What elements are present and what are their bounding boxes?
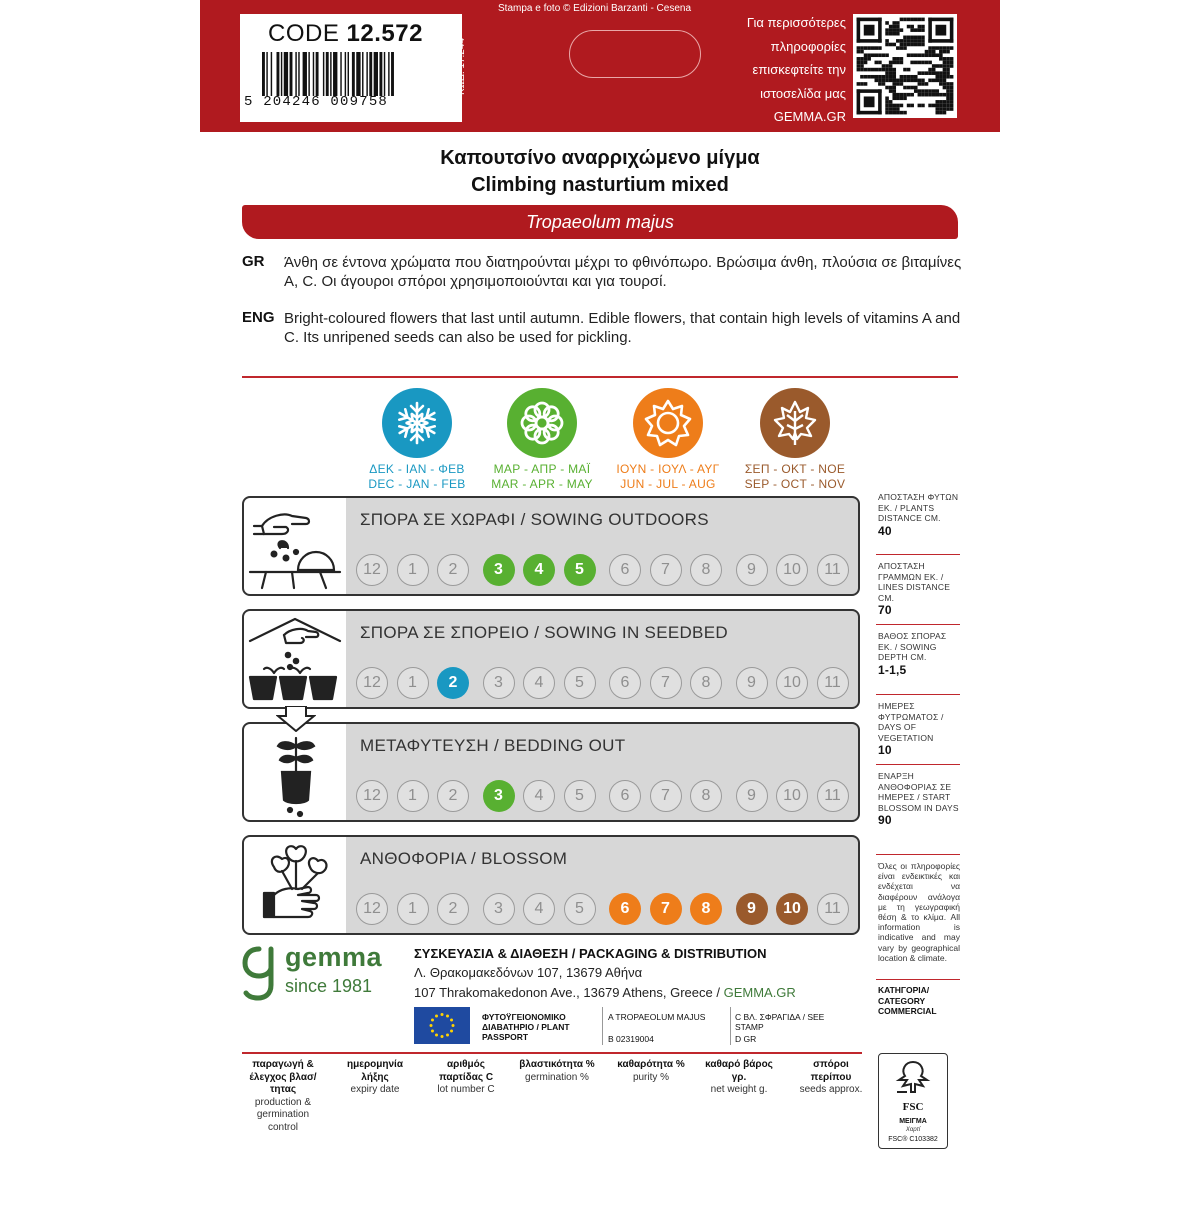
month-1: 1: [397, 893, 429, 925]
month-3: 3: [483, 893, 515, 925]
month-7: 7: [650, 893, 682, 925]
row-title: ΣΠΟΡΑ ΣΕ ΧΩΡΑΦΙ / SOWING OUTDOORS: [360, 510, 709, 529]
col-label-en: seeds approx.: [799, 1084, 863, 1095]
gemma-since: since 1981: [285, 976, 373, 996]
row-sowing-outdoors: [242, 496, 860, 596]
kod-number: ΚΩΔ. 17.244: [456, 38, 467, 95]
description-gr: Άνθη σε έντονα χρώματα που διατηρούνται μέχρι το φθινόπωρο. Βρώσιμα άνθη, πλούσια σε βιταμίνες Α, C. Οι άγουροι σπόροι χρησιμοποιούνται και για τουρσί.: [284, 254, 962, 290]
month-10: 10: [776, 893, 808, 925]
col-label-gr: ημερομηνία λήξης: [347, 1059, 403, 1083]
barcode-digits: 5 204246 009758: [244, 94, 389, 110]
month-6: 6: [609, 667, 641, 699]
season-months-gr: ΙΟΥΝ - ΙΟΥΛ - ΑΥΓ: [616, 462, 720, 476]
product-name-en: Climbing nasturtium mixed: [471, 174, 729, 196]
month-6: 6: [609, 554, 641, 586]
season-spring: [482, 388, 602, 491]
info-line: επισκεφτείτε την: [752, 62, 846, 77]
passport-d: D GR: [735, 1034, 757, 1044]
barcode-icon: [262, 52, 440, 96]
address-en-text: 107 Thrakomakedonon Ave., 13679 Athens, Greece /: [414, 985, 724, 1000]
divider: [876, 764, 960, 765]
divider: [242, 1052, 862, 1054]
month-7: 7: [650, 554, 682, 586]
month-circles: [356, 667, 862, 699]
month-circles: [356, 554, 862, 586]
side-value: 90: [878, 813, 892, 827]
month-circles: [356, 780, 862, 812]
month-11: 11: [817, 667, 849, 699]
side-info-start-blossom: [878, 771, 960, 826]
side-info-plants-distance: [878, 492, 960, 536]
month-panel: [346, 609, 860, 709]
sun-icon: [633, 388, 703, 458]
fsc-certification: [878, 1053, 948, 1149]
month-4: 4: [523, 554, 555, 586]
side-label: ΑΠΟΣΤΑΣΗ ΓΡΑΜΜΩΝ ΕΚ. / LINES DISTANCE CM.: [878, 561, 951, 603]
leaf-icon: [760, 388, 830, 458]
fsc-mix: ΜΕΙΓΜΑ: [899, 1118, 927, 1125]
info-line: ιστοσελίδα μας: [760, 85, 846, 101]
divider: [876, 854, 960, 855]
passport-a: A TROPAEOLUM MAJUS: [608, 1012, 706, 1022]
fsc-tree-icon: [893, 1058, 933, 1096]
col-label-gr: βλαστικότητα %: [519, 1059, 595, 1070]
side-info-lines-distance: [878, 561, 960, 616]
month-9: 9: [736, 780, 768, 812]
info-line: Για περισσότερες: [746, 15, 846, 30]
latin-name: Tropaeolum majus: [526, 211, 674, 232]
transplant-icon: [242, 722, 348, 822]
col-label-en: expiry date: [350, 1084, 400, 1095]
hang-slot: [569, 30, 701, 78]
expiry-date: [340, 1059, 410, 1097]
month-10: 10: [776, 554, 808, 586]
info-line: πληροφορίες: [770, 38, 846, 54]
purity: [608, 1059, 694, 1084]
month-3: 3: [483, 780, 515, 812]
month-11: 11: [817, 554, 849, 586]
month-1: 1: [397, 554, 429, 586]
col-label-en: lot number C: [437, 1084, 495, 1095]
germination: [512, 1059, 602, 1084]
website-link[interactable]: GEMMA.GR: [723, 985, 796, 1000]
side-info-days-vegetation: [878, 701, 960, 756]
row-blossom: [242, 835, 860, 935]
production-control: [248, 1059, 318, 1134]
col-label-gr: καθαρό βάρος γρ.: [705, 1059, 773, 1083]
month-5: 5: [564, 780, 596, 812]
snowflake-icon: [382, 388, 452, 458]
side-label: ΒΑΘΟΣ ΣΠΟΡΑΣ ΕΚ. / SOWING DEPTH CM.: [878, 631, 947, 662]
arrow-down-icon: [276, 706, 316, 732]
col-label-gr: αριθμός παρτίδας C: [438, 1059, 494, 1083]
side-label: ΕΝΑΡΞΗ ΑΝΘΟΦΟΡΙΑΣ ΣΕ ΗΜΕΡΕΣ / START BLOSSOM IN DAYS: [878, 771, 959, 813]
address-gr: Λ. Θρακομακεδόνων 107, 13679 Αθήνα: [414, 965, 643, 980]
season-months-en: DEC - JAN - FEB: [368, 477, 466, 491]
season-months-en: JUN - JUL - AUG: [620, 477, 716, 491]
month-2: 2: [437, 893, 469, 925]
month-1: 1: [397, 667, 429, 699]
product-name-gr: Καπουτσίνο αναρριχώμενο μίγμα: [440, 147, 760, 169]
fsc-logo-text: FSC: [902, 1101, 924, 1113]
divider: [242, 376, 958, 378]
month-6: 6: [609, 893, 641, 925]
col-label-gr: καθαρότητα %: [617, 1059, 685, 1070]
col-label-en: production & germination control: [254, 1096, 312, 1133]
month-4: 4: [523, 780, 555, 812]
month-11: 11: [817, 893, 849, 925]
side-value: 10: [878, 743, 892, 757]
row-title: ΣΠΟΡΑ ΣΕ ΣΠΟΡΕΙΟ / SOWING IN SEEDBED: [360, 623, 728, 642]
season-months-gr: ΣΕΠ - ΟΚΤ - ΝΟΕ: [744, 462, 846, 476]
col-label-en: germination %: [525, 1071, 589, 1083]
sowing-outdoors-icon: [242, 496, 348, 596]
latin-name-banner: [242, 205, 958, 239]
eu-flag-icon: [414, 1007, 470, 1044]
net-weight: [704, 1059, 774, 1097]
seeds-approx: [794, 1059, 868, 1097]
divider: [602, 1007, 603, 1045]
month-8: 8: [690, 667, 722, 699]
col-label-en: net weight g.: [710, 1084, 768, 1095]
month-12: 12: [356, 667, 388, 699]
divider: [730, 1007, 731, 1045]
product-code: CODE 12.572: [268, 20, 423, 47]
divider: [876, 979, 960, 980]
plant-passport-title: ΦΥΤΟΫΓΕΙΟΝΟΜΙΚΟ ΔΙΑΒΑΤΗΡΙΟ / PLANT PASSPORT: [482, 1012, 570, 1042]
month-11: 11: [817, 780, 849, 812]
month-5: 5: [564, 554, 596, 586]
col-label-en: purity %: [632, 1071, 670, 1083]
month-4: 4: [523, 893, 555, 925]
month-5: 5: [564, 667, 596, 699]
address-en: [414, 985, 796, 1000]
side-value: 1-1,5: [878, 662, 907, 677]
lot-number: [428, 1059, 504, 1097]
lang-tag-gr: GR: [242, 253, 265, 270]
month-circles: [356, 893, 862, 925]
month-3: 3: [483, 667, 515, 699]
side-info-sowing-depth: [878, 631, 960, 675]
description-en: Bright-coloured flowers that last until autumn. Edible flowers, that contain high levels of vitamins A and C. Its unripened seeds can also be used for pickling.: [284, 310, 961, 346]
packaging-title: ΣΥΣΚΕΥΑΣΙΑ & ΔΙΑΘΕΣΗ / PACKAGING & DISTRIBUTION: [414, 946, 767, 961]
month-panel: [346, 722, 860, 822]
seedbed-icon: [242, 609, 348, 709]
month-panel: [346, 835, 860, 935]
month-5: 5: [564, 893, 596, 925]
divider: [876, 554, 960, 555]
side-value: 40: [878, 523, 892, 538]
side-label: ΑΠΟΣΤΑΣΗ ΦΥΤΩΝ ΕΚ. / PLANTS DISTANCE CM.: [878, 492, 959, 523]
fsc-paper: Χαρτί: [905, 1127, 921, 1133]
gemma-wordmark: gemma: [285, 942, 383, 972]
print-credits: Stampa e foto © Edizioni Barzanti - Cesena: [498, 3, 692, 14]
month-2: 2: [437, 667, 469, 699]
season-months-en: MAR - APR - MAY: [491, 477, 593, 491]
lang-tag-en: ENG: [242, 309, 275, 326]
month-1: 1: [397, 780, 429, 812]
month-10: 10: [776, 780, 808, 812]
qr-code-icon[interactable]: [853, 14, 957, 118]
month-7: 7: [650, 667, 682, 699]
month-panel: [346, 496, 860, 596]
month-8: 8: [690, 893, 722, 925]
passport-b: B 02319004: [608, 1034, 654, 1044]
disclaimer-note: Όλες οι πληροφορίες είναι ενδεικτικές και ενδέχεται να διαφέρουν ανάλογα με τη γεωγραφική θέση & το κλίμα. All information is indicative and may vary by geographical location & climate.: [878, 861, 960, 963]
website-info: [731, 11, 846, 129]
side-label: ΗΜΕΡΕΣ ΦΥΤΡΩΜΑΤΟΣ / DAYS OF VEGETATION: [878, 701, 944, 743]
row-sowing-seedbed: [242, 609, 860, 709]
month-10: 10: [776, 667, 808, 699]
month-12: 12: [356, 780, 388, 812]
website-link[interactable]: GEMMA.GR: [773, 109, 846, 124]
month-3: 3: [483, 554, 515, 586]
barcode-label: [240, 14, 462, 122]
divider: [876, 624, 960, 625]
month-2: 2: [437, 780, 469, 812]
divider: [876, 694, 960, 695]
col-label-gr: παραγωγή & έλεγχος βλασ/τητας: [249, 1059, 317, 1095]
bouquet-icon: [242, 835, 348, 935]
month-9: 9: [736, 554, 768, 586]
season-autumn: [735, 388, 855, 491]
passport-c: C ΒΛ. ΣΦΡΑΓΙΔΑ / SEE STAMP: [735, 1012, 825, 1032]
month-8: 8: [690, 554, 722, 586]
category: ΚΑΤΗΓΟΡΙΑ/ CATEGORY COMMERCIAL: [878, 985, 937, 1016]
month-4: 4: [523, 667, 555, 699]
season-winter: [357, 388, 477, 491]
season-summer: [608, 388, 728, 491]
month-8: 8: [690, 780, 722, 812]
month-6: 6: [609, 780, 641, 812]
month-12: 12: [356, 893, 388, 925]
fsc-code: FSC® C103382: [888, 1136, 938, 1143]
month-9: 9: [736, 893, 768, 925]
month-7: 7: [650, 780, 682, 812]
row-bedding-out: [242, 722, 860, 822]
side-value: 70: [878, 603, 892, 617]
row-title: ΑΝΘΟΦΟΡΙΑ / BLOSSOM: [360, 849, 568, 868]
month-12: 12: [356, 554, 388, 586]
gemma-logo-icon: [242, 945, 276, 1001]
row-title: ΜΕΤΑΦΥΤΕΥΣΗ / BEDDING OUT: [360, 736, 626, 755]
month-9: 9: [736, 667, 768, 699]
month-2: 2: [437, 554, 469, 586]
flower-icon: [507, 388, 577, 458]
season-months-gr: ΔΕΚ - ΙΑΝ - ΦΕΒ: [369, 462, 465, 476]
season-months-en: SEP - OCT - NOV: [744, 477, 846, 491]
season-months-gr: ΜΑΡ - ΑΠΡ - ΜΑΪ: [493, 462, 591, 476]
col-label-gr: σπόροι περίπου: [810, 1059, 852, 1083]
